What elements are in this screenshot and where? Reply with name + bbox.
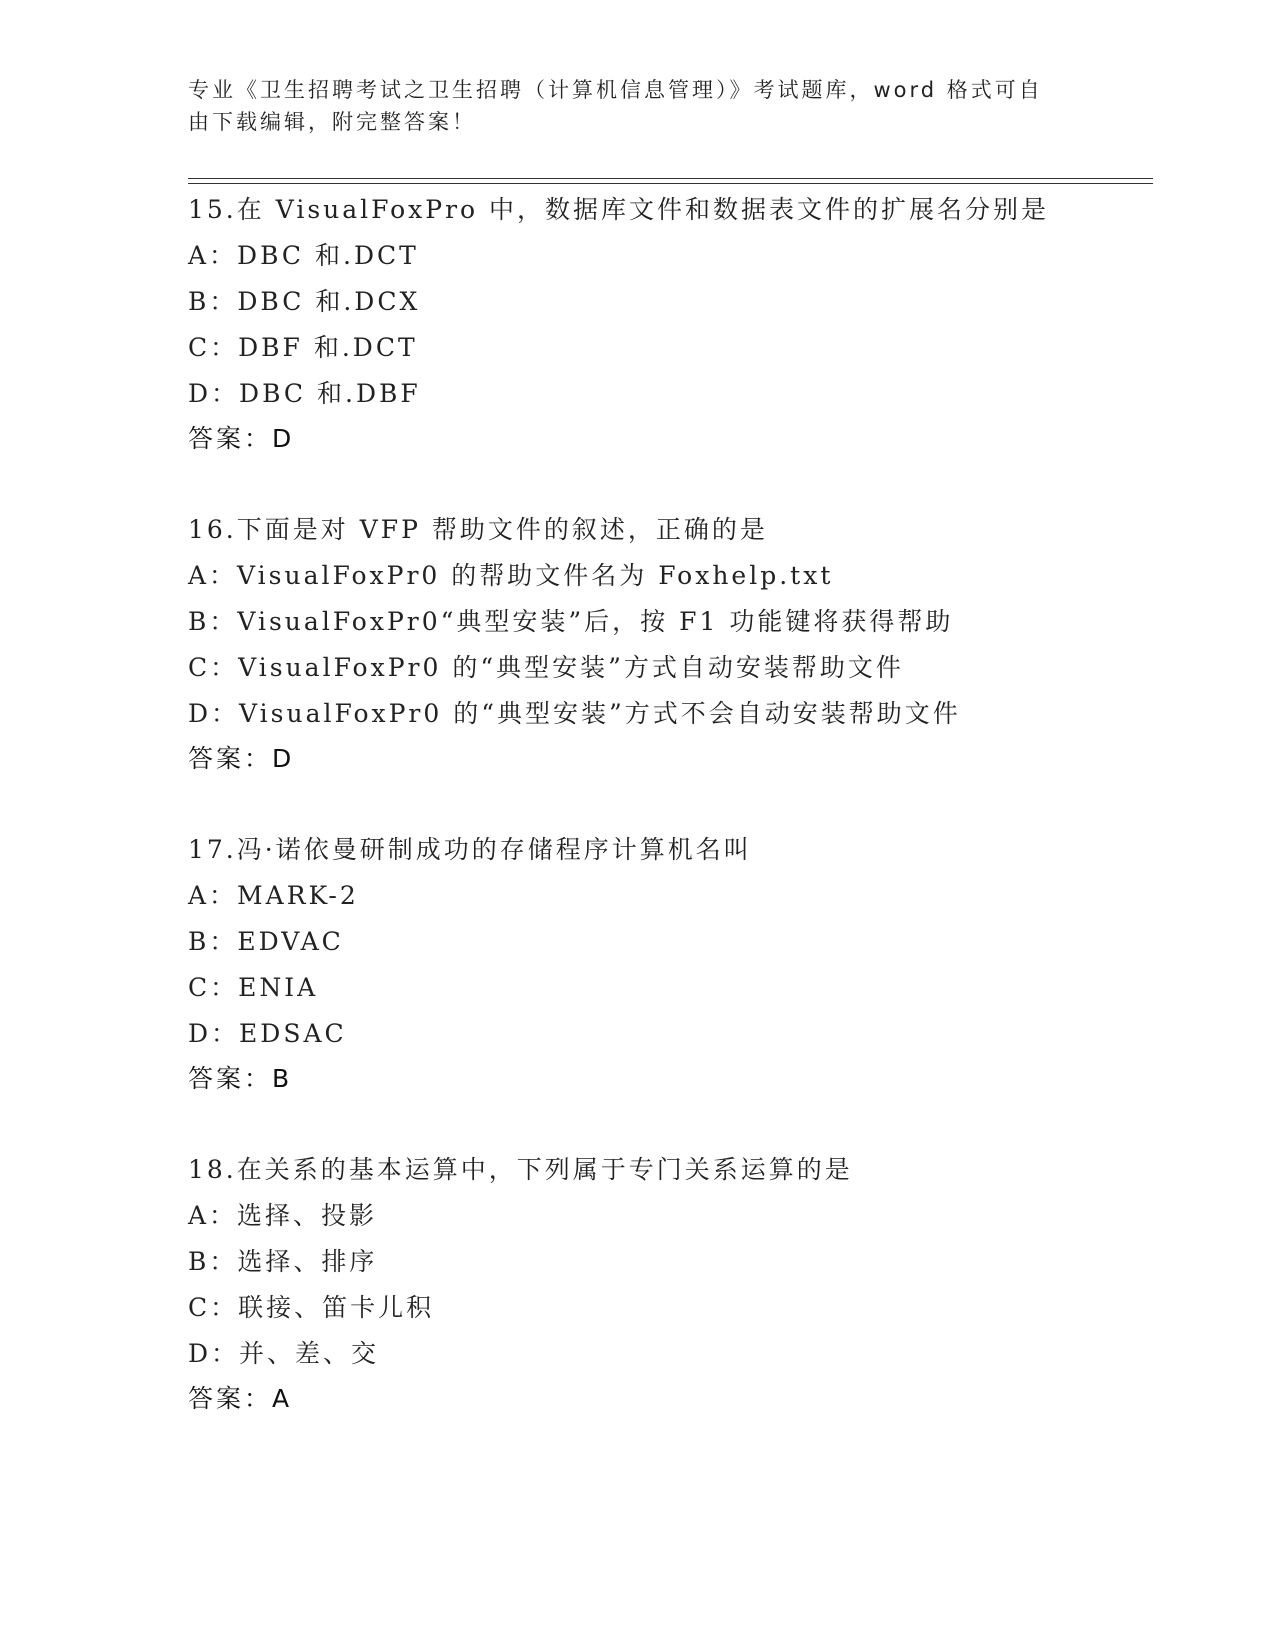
option-c: C：VisualFoxPr0 的“典型安装”方式自动安装帮助文件: [188, 653, 904, 682]
answer-text: 答案：D: [188, 424, 295, 453]
question-15: [188, 187, 1158, 461]
option-d: D：DBC 和.DBF: [188, 379, 421, 408]
header-divider-bottom: [188, 183, 1153, 184]
option-a: A：MARK-2: [188, 881, 359, 910]
option-a: A：选择、投影: [188, 1201, 378, 1230]
answer-text: 答案：A: [188, 1384, 293, 1413]
option-b: B：选择、排序: [188, 1247, 378, 1276]
option-d: D：EDSAC: [188, 1019, 347, 1048]
question-stem: 16.下面是对 VFP 帮助文件的叙述，正确的是: [188, 515, 768, 544]
header-line-2: 由下载编辑，附完整答案！: [188, 110, 476, 134]
answer-text: 答案：D: [188, 744, 295, 773]
option-b: B：EDVAC: [188, 927, 344, 956]
question-stem: 15.在 VisualFoxPro 中，数据库文件和数据表文件的扩展名分别是: [188, 195, 1050, 224]
header-divider-top: [188, 178, 1153, 179]
question-16: [188, 507, 1158, 781]
header-line-1: 专业《卫生招聘考试之卫生招聘（计算机信息管理）》考试题库，word 格式可自: [188, 78, 1043, 102]
option-c: C：DBF 和.DCT: [188, 333, 418, 362]
option-a: A：VisualFoxPr0 的帮助文件名为 Foxhelp.txt: [188, 561, 834, 590]
document-header: [188, 74, 1088, 138]
option-d: D：并、差、交: [188, 1339, 380, 1368]
question-18: [188, 1147, 1158, 1421]
option-c: C：联接、笛卡儿积: [188, 1293, 435, 1322]
option-b: B：VisualFoxPr0“典型安装”后，按 F1 功能键将获得帮助: [188, 607, 954, 636]
option-c: C：ENIA: [188, 973, 319, 1002]
question-stem: 18.在关系的基本运算中，下列属于专门关系运算的是: [188, 1155, 853, 1184]
answer-text: 答案：B: [188, 1064, 293, 1093]
option-b: B：DBC 和.DCX: [188, 287, 421, 316]
option-d: D：VisualFoxPr0 的“典型安装”方式不会自动安装帮助文件: [188, 699, 961, 728]
question-17: [188, 827, 1158, 1101]
question-stem: 17.冯·诺依曼研制成功的存储程序计算机名叫: [188, 835, 752, 864]
option-a: A：DBC 和.DCT: [188, 241, 419, 270]
